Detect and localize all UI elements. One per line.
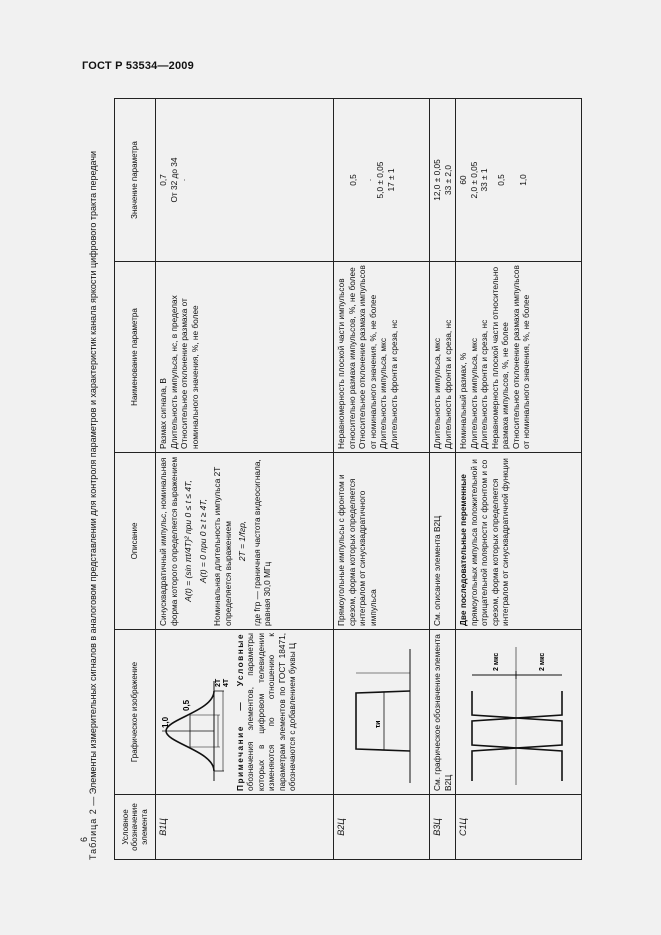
- document-header: ГОСТ Р 53534—2009: [82, 60, 194, 72]
- rotated-table-block: [88, 98, 588, 860]
- parameter-name: Длительность импульса, нс, в пределах: [168, 295, 179, 449]
- parameter-value: ·: [179, 178, 189, 182]
- col-header-code: Условное обозначение элемента: [115, 795, 156, 860]
- description-cell: См. описание элемента B2Ц: [430, 453, 456, 630]
- parameter-value: 0,5: [348, 174, 358, 186]
- table-row: [456, 99, 582, 860]
- parameter-name: Относительное отклонение размаха от номинального значения, %, не более: [179, 298, 200, 449]
- graphic-cell: См. графическое обозначение элемента B2Ц: [430, 630, 456, 795]
- graphic-cell: [156, 630, 334, 795]
- graphic-label-half: 0,5: [182, 699, 191, 711]
- parameter-value: 60: [458, 175, 468, 185]
- graphic-label-2t: 2T: [215, 678, 222, 687]
- element-code: B1Ц: [156, 795, 334, 860]
- parameter-name: Длительность фронта и среза, нс: [479, 319, 489, 449]
- graphic-cell: [334, 630, 430, 795]
- value-cell: [456, 99, 582, 262]
- table-row: [334, 99, 430, 860]
- parameter-name: Длительность фронта и среза, нс: [442, 319, 453, 449]
- parameter-cell: [430, 262, 456, 453]
- parameter-cell: [156, 262, 334, 453]
- parameter-name: Размах сигнала, В: [158, 378, 168, 449]
- parameter-name: Номинальный размах, %: [458, 352, 468, 449]
- element-code: B3Ц: [430, 795, 456, 860]
- parameter-value: 33 ± 1: [479, 168, 489, 192]
- col-header-value: Значение параметра: [115, 99, 156, 262]
- table-header-row: [115, 99, 156, 860]
- caption-label: Таблица 2: [88, 808, 98, 860]
- description-cell: [156, 453, 334, 630]
- element-code: B2Ц: [334, 795, 430, 860]
- parameter-value: От 32 до 34: [168, 157, 179, 203]
- table-caption: [88, 98, 112, 860]
- graphic-cell: [456, 630, 582, 795]
- parameter-name: Длительность импульса, мкс: [468, 338, 479, 449]
- description-text: Синусквадратичный импульс, номинальная форма которого определяется выражением: [158, 456, 179, 626]
- formula: A(t) = (sin πt/4T)² при 0 ≤ t ≤ 4T,: [183, 480, 193, 602]
- graphic-label-b: 2 мкс: [539, 652, 546, 671]
- table-row: [430, 99, 456, 860]
- parameter-name: Длительность импульса, мкс: [378, 338, 388, 449]
- graphic-label-tau: τи: [375, 720, 382, 728]
- parameter-cell: [456, 262, 582, 453]
- parameter-value: ·: [364, 178, 375, 182]
- formula: A(t) = 0 при 0 ≥ t ≥ 4T,: [197, 498, 208, 584]
- col-header-parameter: Наименование параметра: [115, 262, 156, 453]
- parameter-name: Относительное отклонение размаха импульсов от номинального значения, %, не более: [510, 265, 531, 449]
- value-cell: [156, 99, 334, 262]
- page-number: 6: [79, 836, 89, 842]
- col-header-graphic: Графическое изображение: [115, 630, 156, 795]
- graphic-label-4t: 4T: [223, 678, 230, 687]
- parameter-value: 2,0 ± 0,05: [468, 161, 479, 199]
- parameter-value: 1,0: [518, 174, 528, 186]
- description-text: Прямоугольные импульсы с фронтом и срезом, форма которых определяется интегралом от синусквадратичного импульса: [336, 474, 378, 626]
- note-text: обозначения элементов, параметры которых в цифровом телевидении изменяются по отношению к параметрам элементов по ГОСТ 18471, обозначаются с добавлением буквы Ц: [245, 633, 297, 791]
- description-text: Номинальная длительность импульса 2T определяется выражением: [212, 466, 233, 626]
- rectangular-pulse-graphic: [336, 641, 422, 791]
- parameter-value: 5,0 ± 0,05: [375, 161, 385, 199]
- parameter-value: 0,7: [158, 174, 168, 186]
- sine-squared-pulse-graphic: [158, 641, 228, 791]
- parameter-value: 17 ± 1: [385, 168, 396, 192]
- table-note: [235, 633, 298, 791]
- parameter-name: Длительность импульса, мкс: [432, 338, 442, 449]
- graphic-label-a: 2 мкс: [493, 652, 500, 671]
- caption-text: — Элементы измерительных сигналов в аналоговом представлении для контроля параметров и характеристик канала яркости цифрового тракта передачи: [88, 150, 98, 809]
- description-cell: [334, 453, 430, 630]
- value-cell: [430, 99, 456, 262]
- parameter-value: 0,5: [495, 174, 506, 186]
- col-header-description: Описание: [115, 453, 156, 630]
- parameter-name: Длительность фронта и среза, нс: [388, 319, 399, 449]
- formula: 2T = 1/fгр,: [237, 520, 247, 562]
- parameter-name: Относительное отклонение размаха импульсов от номинального значения, %, не более: [357, 265, 378, 449]
- description-cell: [456, 453, 582, 630]
- graphic-label-top: 1,0: [161, 716, 170, 728]
- parameter-value: 33 ± 2,0: [442, 165, 453, 195]
- parameters-table: [114, 98, 582, 860]
- description-lead: Две последовательные переменные: [458, 474, 468, 626]
- value-cell: [334, 99, 430, 262]
- description-text: прямоугольных импульса положительной и отрицательной полярности с фронтом и со срезом, форма которых определяется интегралом от синусквадратичной функции: [468, 458, 510, 626]
- parameter-value: 12,0 ± 0,05: [432, 159, 442, 201]
- description-text: где fгр — граничная частота видеосигнала, равная 30,0 МГц: [251, 459, 272, 626]
- parameter-name: Неравномерность плоской части относительно размаха импульсов, %, не более: [489, 266, 510, 449]
- table-row: [156, 99, 334, 860]
- bipolar-pulse-graphic: [458, 641, 574, 791]
- parameter-name: Неравномерность плоской части импульсов относительно размаха импульсов, %, не более: [336, 267, 357, 449]
- note-label: Примечание — Условные: [234, 633, 245, 791]
- parameter-cell: [334, 262, 430, 453]
- element-code: C1Ц: [456, 795, 582, 860]
